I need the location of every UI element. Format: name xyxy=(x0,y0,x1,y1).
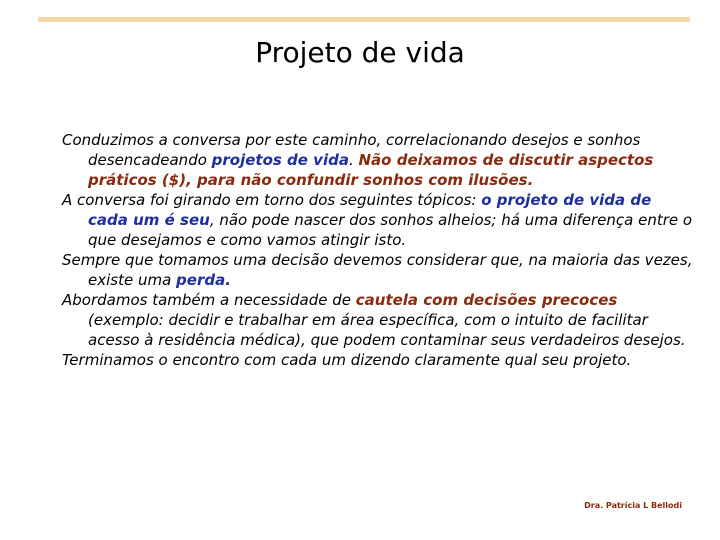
paragraph-2-blue-emphasis: o projeto de vida de cada um é seu xyxy=(88,191,652,229)
paragraph-3 xyxy=(62,250,694,290)
paragraph-5-text-a: Terminamos o encontro com cada um dizendo claramente qual seu projeto. xyxy=(62,351,632,369)
paragraph-1-text-b: . xyxy=(348,151,359,169)
author-footer: Dra. Patrícia L Bellodi xyxy=(584,501,682,510)
top-decorative-rule xyxy=(38,17,690,22)
paragraph-1-text-a: Conduzimos a conversa por este caminho, correlacionando desejos e sonhos desencadeando xyxy=(62,131,641,169)
paragraph-5 xyxy=(62,350,694,370)
slide-title: Projeto de vida xyxy=(255,36,465,69)
paragraph-3-text-a: Sempre que tomamos uma decisão devemos considerar que, na maioria das vezes, existe uma xyxy=(62,251,693,289)
paragraph-3-blue-emphasis: perda. xyxy=(176,271,231,289)
paragraph-1-red-emphasis: Não deixamos de discutir aspectos práticos ($), para não confundir sonhos com ilusões. xyxy=(88,151,654,189)
paragraph-1 xyxy=(62,130,694,190)
paragraph-4-red-emphasis: cautela com decisões precoces xyxy=(355,291,618,309)
paragraph-2-text-b: , não pode nascer dos sonhos alheios; há uma diferença entre o que desejamos e como vamos atingir isto. xyxy=(88,211,693,249)
paragraph-2-text-a: A conversa foi girando em torno dos seguintes tópicos: xyxy=(62,191,482,209)
slide-body xyxy=(62,130,694,370)
paragraph-1-blue-emphasis: projetos de vida xyxy=(211,151,349,169)
paragraph-4-text-a: Abordamos também a necessidade de xyxy=(62,291,356,309)
paragraph-4-text-b: (exemplo: decidir e trabalhar em área específica, com o intuito de facilitar acesso à residência médica), que podem contaminar seus verdadeiros desejos. xyxy=(88,311,686,349)
paragraph-4 xyxy=(62,290,694,350)
paragraph-2 xyxy=(62,190,694,250)
